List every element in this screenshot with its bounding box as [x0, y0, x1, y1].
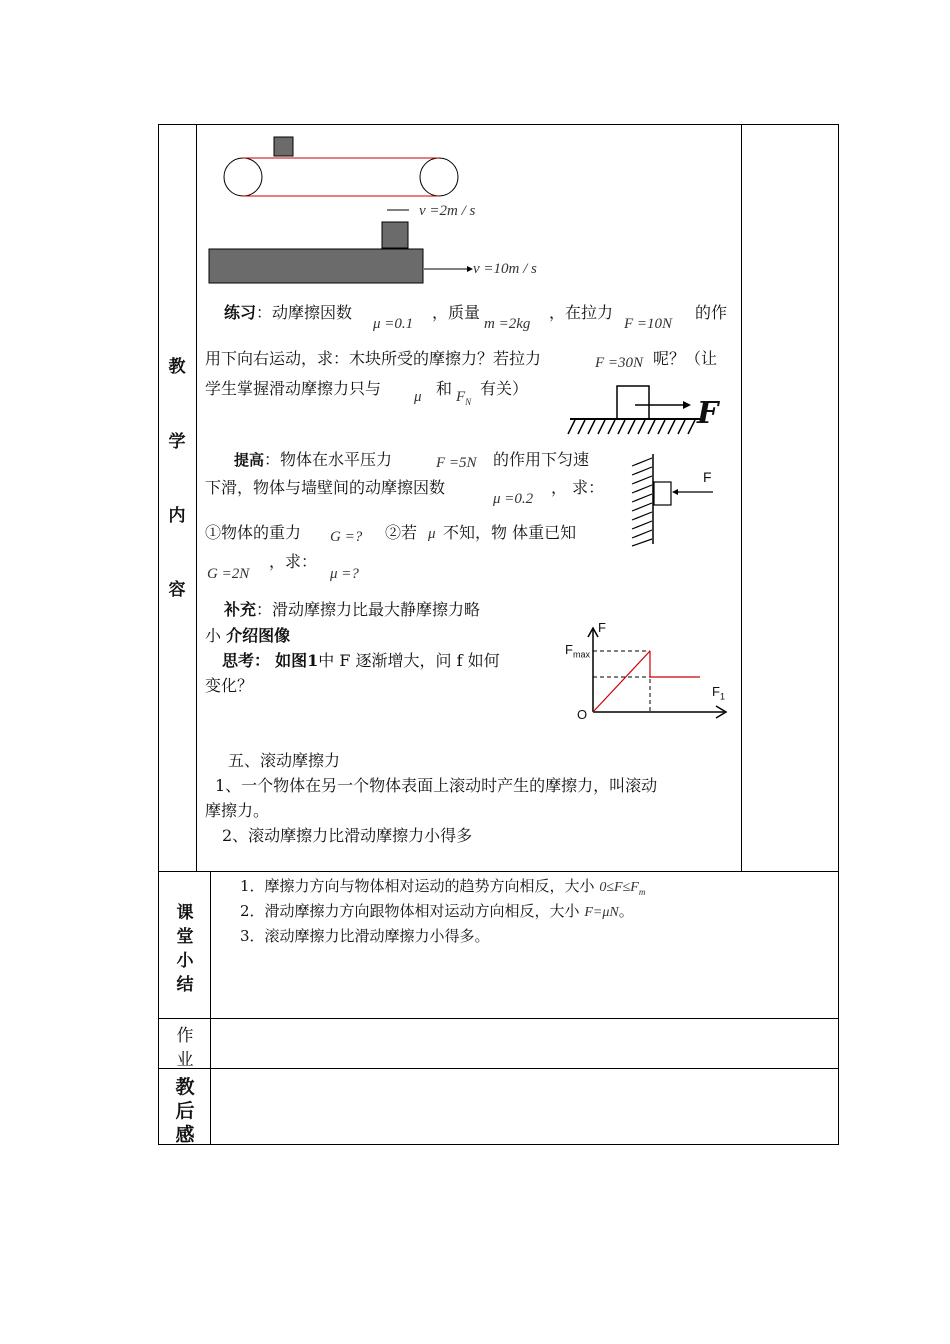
- text: 0≤F≤F: [599, 880, 639, 895]
- row-separator-3: [158, 1068, 839, 1069]
- graph-f1-label: [712, 684, 725, 705]
- label-char: 课: [176, 903, 194, 923]
- ground-hatch: [568, 420, 695, 434]
- label-char: 内: [168, 506, 186, 526]
- graph-static-line: [593, 651, 650, 712]
- text: ，质量: [432, 303, 481, 322]
- wall-force-label: F: [703, 469, 712, 485]
- exercise-line-2: 用下向右运动，求：木块所受的摩擦力？若拉力: [205, 349, 542, 368]
- graph-fmax-label: [565, 642, 590, 663]
- label-char: 业: [176, 1050, 194, 1070]
- exercise-line-1: [224, 302, 352, 324]
- mass-value: m =2kg: [484, 316, 531, 332]
- belt-left-pulley: [224, 158, 262, 196]
- label-char: 学: [168, 432, 186, 452]
- graph-f1-subscript: 1: [719, 691, 725, 702]
- text: 不知，物 体重已知: [443, 523, 577, 542]
- graph-f1-letter: F: [712, 684, 720, 699]
- text: 中 F 逐渐增大，问 f 如何: [318, 651, 500, 670]
- label-char: 结: [176, 975, 194, 995]
- supplement-intro: 介绍图像: [226, 626, 291, 645]
- rolling-point-2: 2、滚动摩擦力比滑动摩擦力小得多: [222, 826, 473, 845]
- text: 的作用下匀速: [493, 450, 590, 469]
- label-char: 后: [175, 1100, 195, 1122]
- row-separator-2: [158, 1018, 839, 1019]
- text: 的作: [695, 303, 728, 322]
- text: 小: [205, 626, 227, 645]
- graph-fmax-letter: F: [565, 642, 573, 657]
- supplement-title: 补充: [224, 600, 257, 619]
- improve-line-3: ①物体的重力: [205, 523, 302, 542]
- think-title: 思考：: [222, 651, 271, 670]
- table-border-right: [838, 124, 839, 1145]
- text: ：物体在水平压力: [264, 450, 393, 469]
- label-char: 作: [176, 1026, 194, 1046]
- fn-subscript: N: [465, 397, 472, 407]
- text: 。: [618, 902, 634, 920]
- belt-right-pulley: [420, 158, 458, 196]
- think-line-2: 变化？: [205, 676, 254, 695]
- label-char: 感: [175, 1124, 195, 1146]
- wall-block: [654, 482, 671, 505]
- g-question: G =?: [330, 529, 363, 545]
- text: m: [638, 887, 646, 897]
- text: 如图: [275, 651, 308, 670]
- text: 呢？（让: [653, 349, 718, 368]
- board-speed-label: v =10m / s: [473, 261, 537, 277]
- fn-symbol: [456, 386, 471, 413]
- graph-f-label: F: [598, 620, 606, 635]
- graph-fmax-subscript: max: [572, 649, 590, 660]
- wall-hatch: [632, 458, 652, 546]
- board-small-block: [382, 222, 408, 248]
- exercise-line-3: 学生掌握滑动摩擦力只与: [205, 379, 382, 398]
- rolling-point-1: 1、一个物体在另一个物体表面上滚动时产生的摩擦力，叫滚动: [215, 776, 658, 795]
- rolling-heading: 五、滚动摩擦力: [228, 751, 341, 770]
- text: 2．滑动摩擦力方向跟物体相对运动方向相反，大小: [240, 902, 580, 920]
- ground-block: [617, 386, 649, 419]
- supplement-line-2: [205, 625, 290, 647]
- force-value-5: F =5N: [436, 455, 477, 471]
- row-separator-1: [158, 871, 839, 872]
- label-char: 堂: [176, 927, 194, 947]
- rolling-point-1-cont: 摩擦力。: [205, 801, 270, 820]
- think-line-1: [222, 650, 500, 672]
- pull-arrow-head: [683, 401, 691, 409]
- board-figure: [205, 218, 475, 288]
- text: F=μN: [584, 905, 619, 920]
- text: ：动摩擦因数: [256, 303, 353, 322]
- force-value: F =10N: [624, 316, 673, 332]
- mu-symbol: μ: [414, 389, 422, 405]
- text: ，在拉力: [549, 303, 614, 322]
- wall-force-arrow-head: [672, 489, 678, 495]
- label-char: 教: [175, 1076, 195, 1098]
- row1-divider-left: [196, 124, 197, 872]
- belt-speed-label: v =2m / s: [419, 203, 476, 219]
- improve-line-2: 下滑，物体与墙壁间的动摩擦因数: [205, 478, 446, 497]
- mu-question: μ =?: [330, 566, 359, 582]
- improve-title: 提高: [234, 451, 265, 469]
- text: ：滑动摩擦力比最大静摩擦力略: [256, 600, 481, 619]
- text: 和: [436, 379, 453, 398]
- fn-letter: F: [456, 389, 466, 405]
- exercise-title: 练习: [224, 303, 257, 322]
- summary-item-2: [240, 900, 634, 924]
- mu-value-02: μ =0.2: [493, 491, 534, 507]
- improve-line-1: [234, 449, 392, 471]
- supplement-line-1: [224, 599, 480, 621]
- mu-value: μ =0.1: [373, 316, 414, 332]
- summary-item-1: [240, 875, 645, 903]
- label-char: 容: [168, 580, 186, 600]
- text: 1: [307, 651, 319, 670]
- table-border-bottom: [158, 1144, 839, 1145]
- table-border-left: [158, 124, 159, 1145]
- table-border-top: [158, 124, 839, 125]
- g-value: G =2N: [207, 566, 250, 582]
- mu-symbol: μ: [428, 526, 436, 542]
- pull-force-label: F: [697, 396, 719, 431]
- graph-origin-label: O: [577, 707, 588, 722]
- text: ，求：: [269, 552, 318, 571]
- board: [209, 249, 423, 283]
- force-value-30: F =30N: [595, 355, 644, 371]
- row1-divider-right: [741, 124, 742, 872]
- label-char: 小: [176, 951, 194, 971]
- summary-item-3: 3．滚动摩擦力比滑动摩擦力小得多。: [240, 927, 490, 945]
- text: ②若: [385, 523, 418, 542]
- text: 1．摩擦力方向与物体相对运动的趋势方向相反，大小: [240, 877, 595, 895]
- text: 有关）: [480, 379, 529, 398]
- belt-block: [274, 137, 293, 156]
- label-char: 教: [168, 357, 186, 377]
- text: ， 求：: [551, 478, 605, 497]
- lower-rows-divider: [210, 871, 211, 1145]
